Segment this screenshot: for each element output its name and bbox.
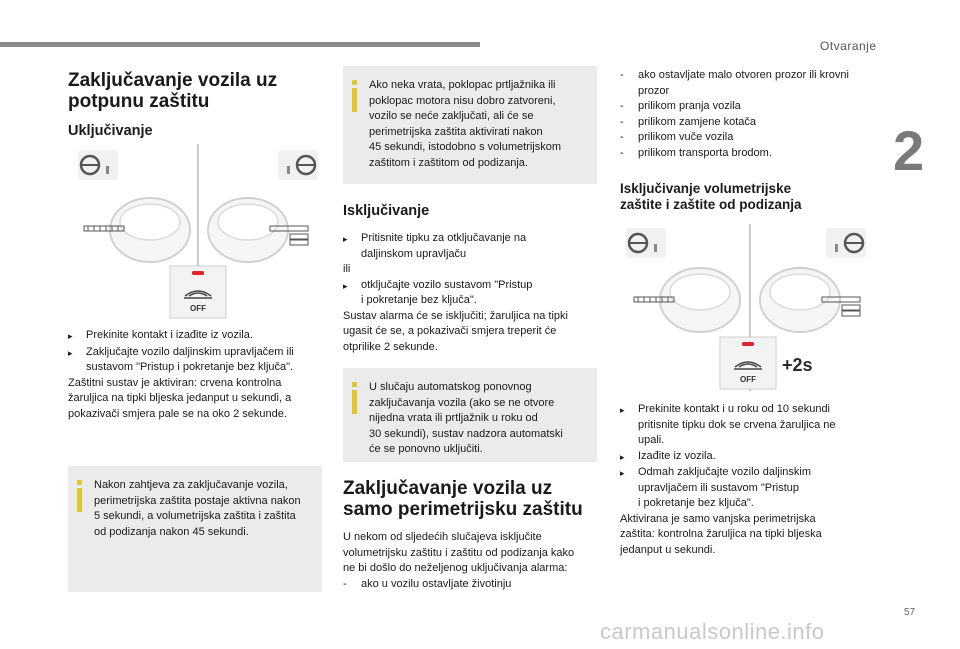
list-item: - prilikom transporta brodom. — [620, 146, 772, 159]
list-item: ▸ Odmah zaključajte vozilo daljinskim upravljačem ili sustavom "Pristup i pokretanje bez ključa". — [620, 465, 880, 512]
svg-text:OFF: OFF — [740, 375, 756, 384]
door-handle-icon — [760, 268, 860, 332]
list-item: ▸ Izađite iz vozila. — [620, 449, 880, 466]
section-label: Otvaranje — [820, 39, 877, 53]
info-note: U slučaju automatskog ponovnog zaključavanja vozila (ako se ne otvore nijedna vrata ili prtljažnik u roku od 30 sekundi), sustav nadzora automatski će se ponovno uključiti. — [343, 368, 597, 462]
list-item: - prilikom pranja vozila — [620, 100, 741, 112]
paragraph: Zaštitni sustav je aktiviran: crvena kontrolna žaruljica na tipki bljeska jedanput u sekundi, a pokazivači smjera pale se na oko 2 sekunde. — [68, 376, 292, 420]
page-number: 57 — [904, 607, 916, 618]
list-item: ▸ otključajte vozilo sustavom "Pristup i pokretanje bez ključa". — [343, 278, 603, 309]
section-title: Zaključavanje vozila uz potpunu zaštitu — [68, 70, 278, 112]
column-3-steps — [620, 402, 880, 558]
subsection-title: Isključivanje volumetrijske zaštite i zaštite od podizanja — [620, 181, 802, 212]
list-item: ▸ Zaključajte vozilo daljinskim upravljačem ili sustavom "Pristup i pokretanje bez ključa". — [68, 345, 328, 376]
door-handle-icon — [208, 198, 308, 262]
top-rule — [0, 42, 480, 47]
hold-duration-label: +2s — [782, 355, 813, 375]
column-3-body — [620, 68, 880, 213]
alarm-arming-illustration — [68, 140, 328, 320]
steering-wheel-icon — [826, 228, 866, 258]
chapter-number: 2 — [893, 119, 925, 182]
volumetric-off-illustration — [620, 220, 880, 395]
door-handle-icon — [84, 198, 190, 262]
list-item: - ako u vozilu ostavljate životinju — [343, 577, 512, 590]
indicator-light — [192, 271, 204, 275]
list-item: ▸ Pritisnite tipku za otključavanje na daljinskom upravljaču — [343, 231, 603, 262]
alarm-off-button — [170, 266, 226, 318]
steering-wheel-icon — [78, 150, 118, 180]
arrow-bullet-icon: ▸ — [620, 468, 625, 478]
indicator-light — [742, 342, 754, 346]
info-icon — [352, 80, 357, 113]
list-item: ▸ Prekinite kontakt i izađite iz vozila. — [68, 328, 328, 345]
column-1-body — [68, 328, 328, 422]
column-2-section — [343, 478, 603, 592]
info-note: Nakon zahtjeva za zaključavanje vozila, perimetrijska zaštita postaje aktivna nakon 5 sekundi, a volumetrijska zaštita i zaštita od podizanja nakon 45 sekundi. — [68, 466, 322, 592]
arrow-bullet-icon: ▸ — [343, 280, 348, 291]
arrow-bullet-icon: ▸ — [68, 331, 73, 341]
paragraph: U nekom od sljedećih slučajeva isključite volumetrijsku zaštitu i zaštitu od podizanja kako ne bi došlo do neželjenog uključivanja alarma: — [343, 531, 575, 574]
list-item: - prilikom zamjene kotača — [620, 115, 756, 128]
section-title: Zaključavanje vozila uz samo perimetrijsku zaštitu — [343, 478, 583, 520]
list-item: - prilikom vuče vozila — [620, 131, 734, 143]
column-1 — [68, 70, 328, 139]
info-icon — [77, 480, 82, 513]
column-2-body — [343, 203, 603, 355]
list-item: ▸ Prekinite kontakt i u roku od 10 sekundi pritisnite tipku dok se crvena žaruljica ne upali. — [620, 402, 880, 449]
watermark: carmanualsonline.info — [600, 619, 825, 644]
arrow-bullet-icon: ▸ — [343, 234, 348, 244]
subsection-title: Uključivanje — [68, 123, 153, 139]
paragraph: Sustav alarma će se isključiti; žaruljica na tipki ugasit će se, a pokazivači smjera treperit će otprilike 2 sekunde. — [343, 309, 568, 353]
door-handle-icon — [634, 268, 740, 332]
list-item: - ako ostavljate malo otvoren prozor ili krovni prozor — [620, 69, 849, 97]
info-note: Ako neka vrata, poklopac prtljažnika ili poklopac motora nisu dobro zatvoreni, vozilo se neće zaključati, ali će se perimetrijska zaštita aktivirati nakon 45 sekundi, istodobno s volumetrijskom zaštitom i zaštitom od podizanja. — [343, 66, 597, 184]
svg-text:OFF: OFF — [190, 304, 206, 313]
paragraph: ili — [343, 263, 351, 275]
subsection-title: Isključivanje — [343, 203, 430, 219]
arrow-bullet-icon: ▸ — [620, 405, 625, 415]
arrow-bullet-icon: ▸ — [620, 451, 625, 462]
paragraph: Aktivirana je samo vanjska perimetrijska zaštita: kontrolna žaruljica na tipki bljeska jedanput u sekundi. — [620, 512, 822, 556]
steering-wheel-icon — [278, 150, 318, 180]
steering-wheel-icon — [626, 228, 666, 258]
arrow-bullet-icon: ▸ — [68, 347, 73, 358]
alarm-off-button — [720, 337, 776, 389]
info-icon — [352, 382, 357, 415]
